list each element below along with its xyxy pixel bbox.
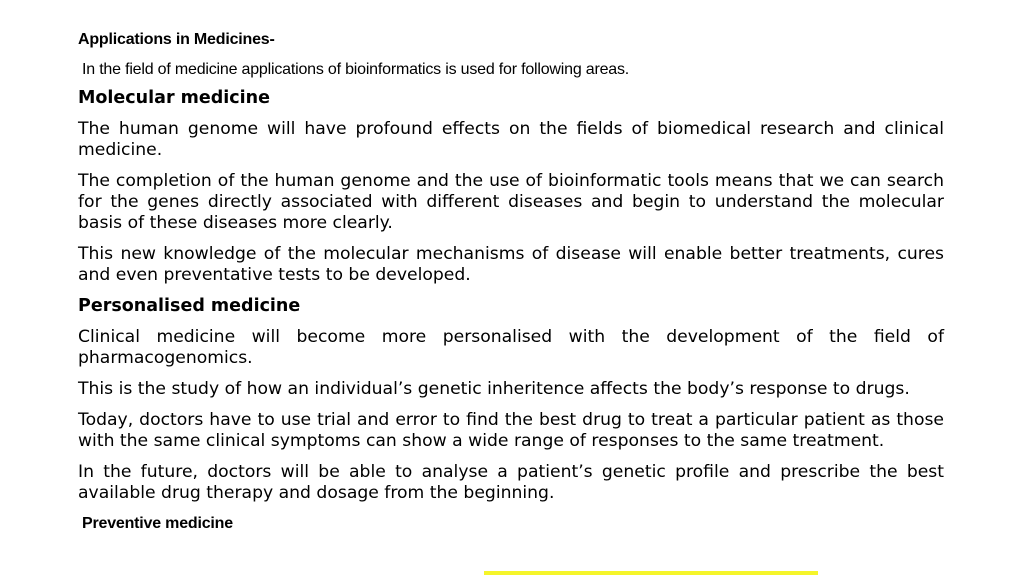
slide-content <box>78 30 944 534</box>
paragraph: Today, doctors have to use trial and error to find the best drug to treat a particular patient as those with the same clinical symptoms can show a wide range of responses to the same treatment. <box>78 410 944 451</box>
paragraph: In the future, doctors will be able to analyse a patient’s genetic profile and prescribe the best available drug therapy and dosage from the beginning. <box>78 462 944 503</box>
highlight-bar <box>484 571 818 575</box>
page-title: Applications in Medicines- <box>78 31 275 48</box>
paragraph: This new knowledge of the molecular mechanisms of disease will enable better treatments, cures and even preventative tests to be developed. <box>78 244 944 285</box>
section-title-molecular-medicine: Molecular medicine <box>78 88 270 108</box>
section-title-personalised-medicine: Personalised medicine <box>78 296 301 316</box>
paragraph: The human genome will have profound effects on the fields of biomedical research and clinical medicine. <box>78 119 944 160</box>
paragraph: The completion of the human genome and the use of bioinformatic tools means that we can search for the genes directly associated with different diseases and begin to understand the molecular basis of these diseases more clearly. <box>78 171 944 233</box>
paragraph: Clinical medicine will become more personalised with the development of the field of pharmacogenomics. <box>78 327 944 368</box>
intro-text: In the field of medicine applications of bioinformatics is used for following areas. <box>82 61 630 78</box>
section-title-preventive-medicine: Preventive medicine <box>82 515 233 532</box>
paragraph: This is the study of how an individual’s genetic inheritence affects the body’s response to drugs. <box>78 379 910 399</box>
